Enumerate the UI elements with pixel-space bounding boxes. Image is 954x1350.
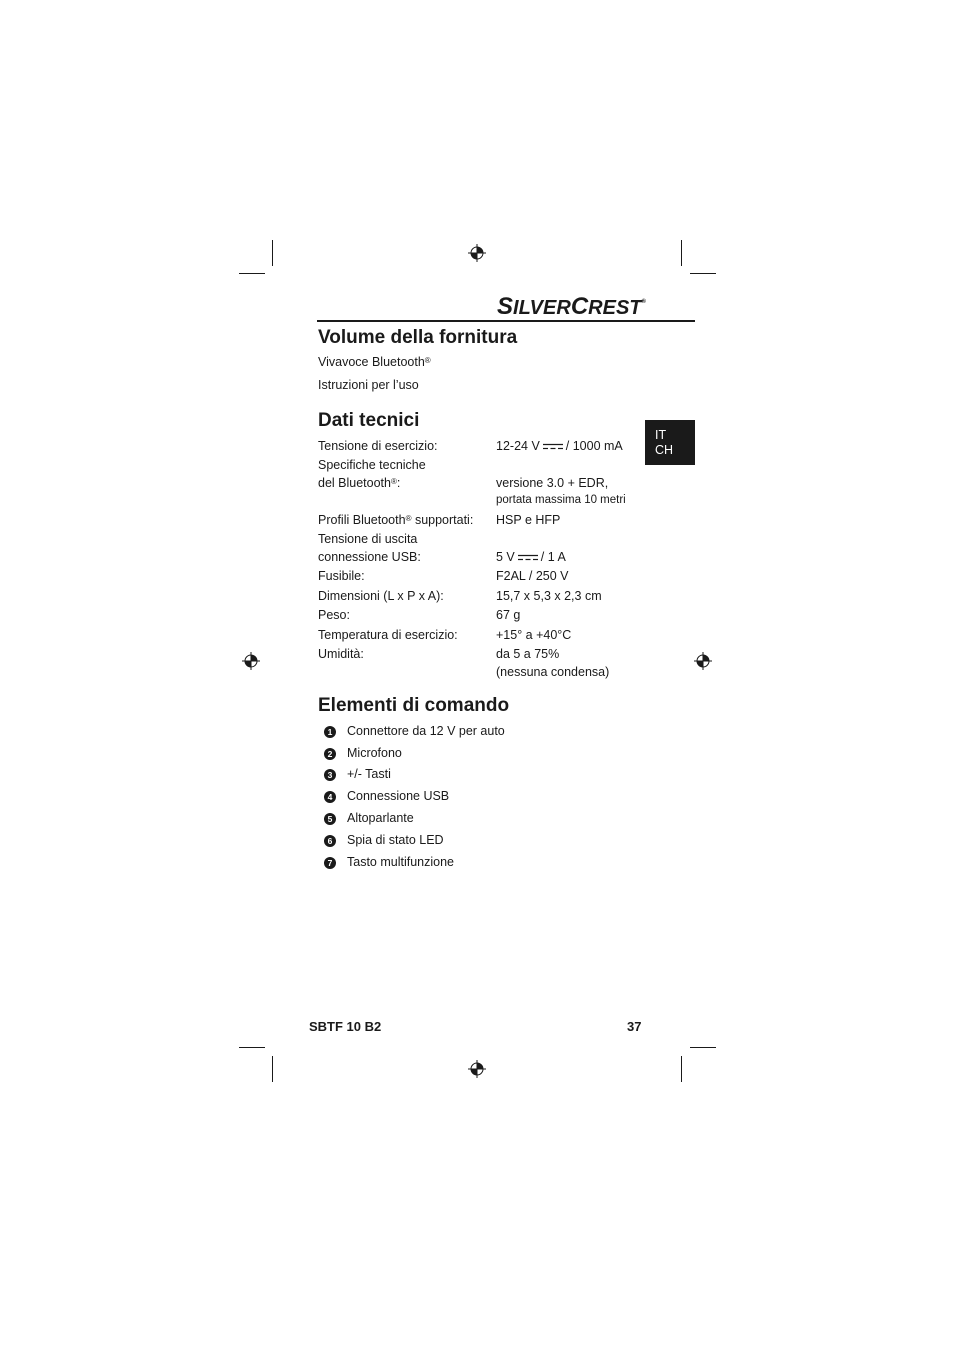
crop-mark — [239, 1047, 265, 1048]
logo-trademark: ® — [641, 299, 646, 305]
item-number-badge: 4 — [324, 791, 336, 803]
delivery-title: Volume della fornitura — [318, 327, 518, 348]
spec-value: (nessuna condensa) — [496, 665, 610, 679]
direct-current-icon — [518, 554, 538, 561]
controls-title: Elementi di comando — [318, 695, 510, 716]
spec-value: da 5 a 75% — [496, 647, 560, 661]
spec-value: F2AL / 250 V — [496, 569, 569, 583]
spec-label: Profili Bluetooth® supportati: — [318, 513, 474, 527]
registration-mark-icon — [694, 652, 712, 670]
spec-value: 15,7 x 5,3 x 2,3 cm — [496, 589, 602, 603]
logo-ilver: ILVER — [513, 297, 571, 319]
direct-current-icon — [543, 443, 563, 450]
lang-ch: CH — [655, 443, 674, 457]
spec-value: 12-24 V / 1000 mA — [496, 439, 623, 453]
item-number-badge: 3 — [324, 769, 336, 781]
spec-value: versione 3.0 + EDR, — [496, 476, 609, 490]
page-number: 37 — [627, 1019, 642, 1034]
item-number-badge: 5 — [324, 813, 336, 825]
item-number-badge: 6 — [324, 835, 336, 847]
brand-logo — [497, 293, 646, 321]
crop-mark — [681, 1056, 682, 1082]
spec-label: Umidità: — [318, 647, 364, 661]
spec-label: del Bluetooth®: — [318, 476, 401, 490]
header-rule — [317, 320, 695, 322]
spec-value: HSP e HFP — [496, 513, 561, 527]
spec-value: 67 g — [496, 608, 521, 622]
spec-label: Fusibile: — [318, 569, 365, 583]
crop-mark — [690, 1047, 716, 1048]
delivery-item: Istruzioni per l’uso — [318, 378, 419, 392]
item-number-badge: 2 — [324, 748, 336, 760]
logo-s: S — [497, 293, 514, 320]
item-number-badge: 7 — [324, 857, 336, 869]
control-item: Altoparlante — [347, 811, 414, 825]
crop-mark — [690, 273, 716, 274]
lang-it: IT — [655, 428, 667, 442]
spec-value: portata massima 10 metri — [496, 494, 626, 506]
crop-mark — [239, 273, 265, 274]
spec-label: Dimensioni (L x P x A): — [318, 589, 444, 603]
registration-mark-icon — [468, 1060, 486, 1078]
logo-c: C — [570, 293, 589, 320]
delivery-item: Vivavoce Bluetooth® — [318, 355, 431, 369]
control-item: Connettore da 12 V per auto — [347, 724, 505, 738]
registration-mark-icon — [242, 652, 260, 670]
spec-label: Specifiche tecniche — [318, 458, 426, 472]
spec-label: Tensione di uscita — [318, 532, 418, 546]
model-number: SBTF 10 B2 — [309, 1019, 382, 1034]
spec-value: +15° a +40°C — [496, 628, 572, 642]
control-item: Spia di stato LED — [347, 833, 444, 847]
control-item: +/- Tasti — [347, 767, 391, 781]
crop-mark — [272, 240, 273, 266]
crop-mark — [272, 1056, 273, 1082]
spec-label: Tensione di esercizio: — [318, 439, 438, 453]
language-tab — [645, 420, 695, 465]
spec-label: connessione USB: — [318, 550, 421, 564]
control-item: Tasto multifunzione — [347, 855, 455, 869]
specs-title: Dati tecnici — [318, 410, 420, 431]
spec-label: Temperatura di esercizio: — [318, 628, 458, 642]
item-number-badge: 1 — [324, 726, 336, 738]
spec-label: Peso: — [318, 608, 350, 622]
registration-mark-icon — [468, 244, 486, 262]
spec-value: 5 V / 1 A — [496, 550, 566, 564]
logo-rest: REST — [588, 297, 642, 319]
control-item: Connessione USB — [347, 789, 450, 803]
control-item: Microfono — [347, 746, 402, 760]
crop-mark — [681, 240, 682, 266]
